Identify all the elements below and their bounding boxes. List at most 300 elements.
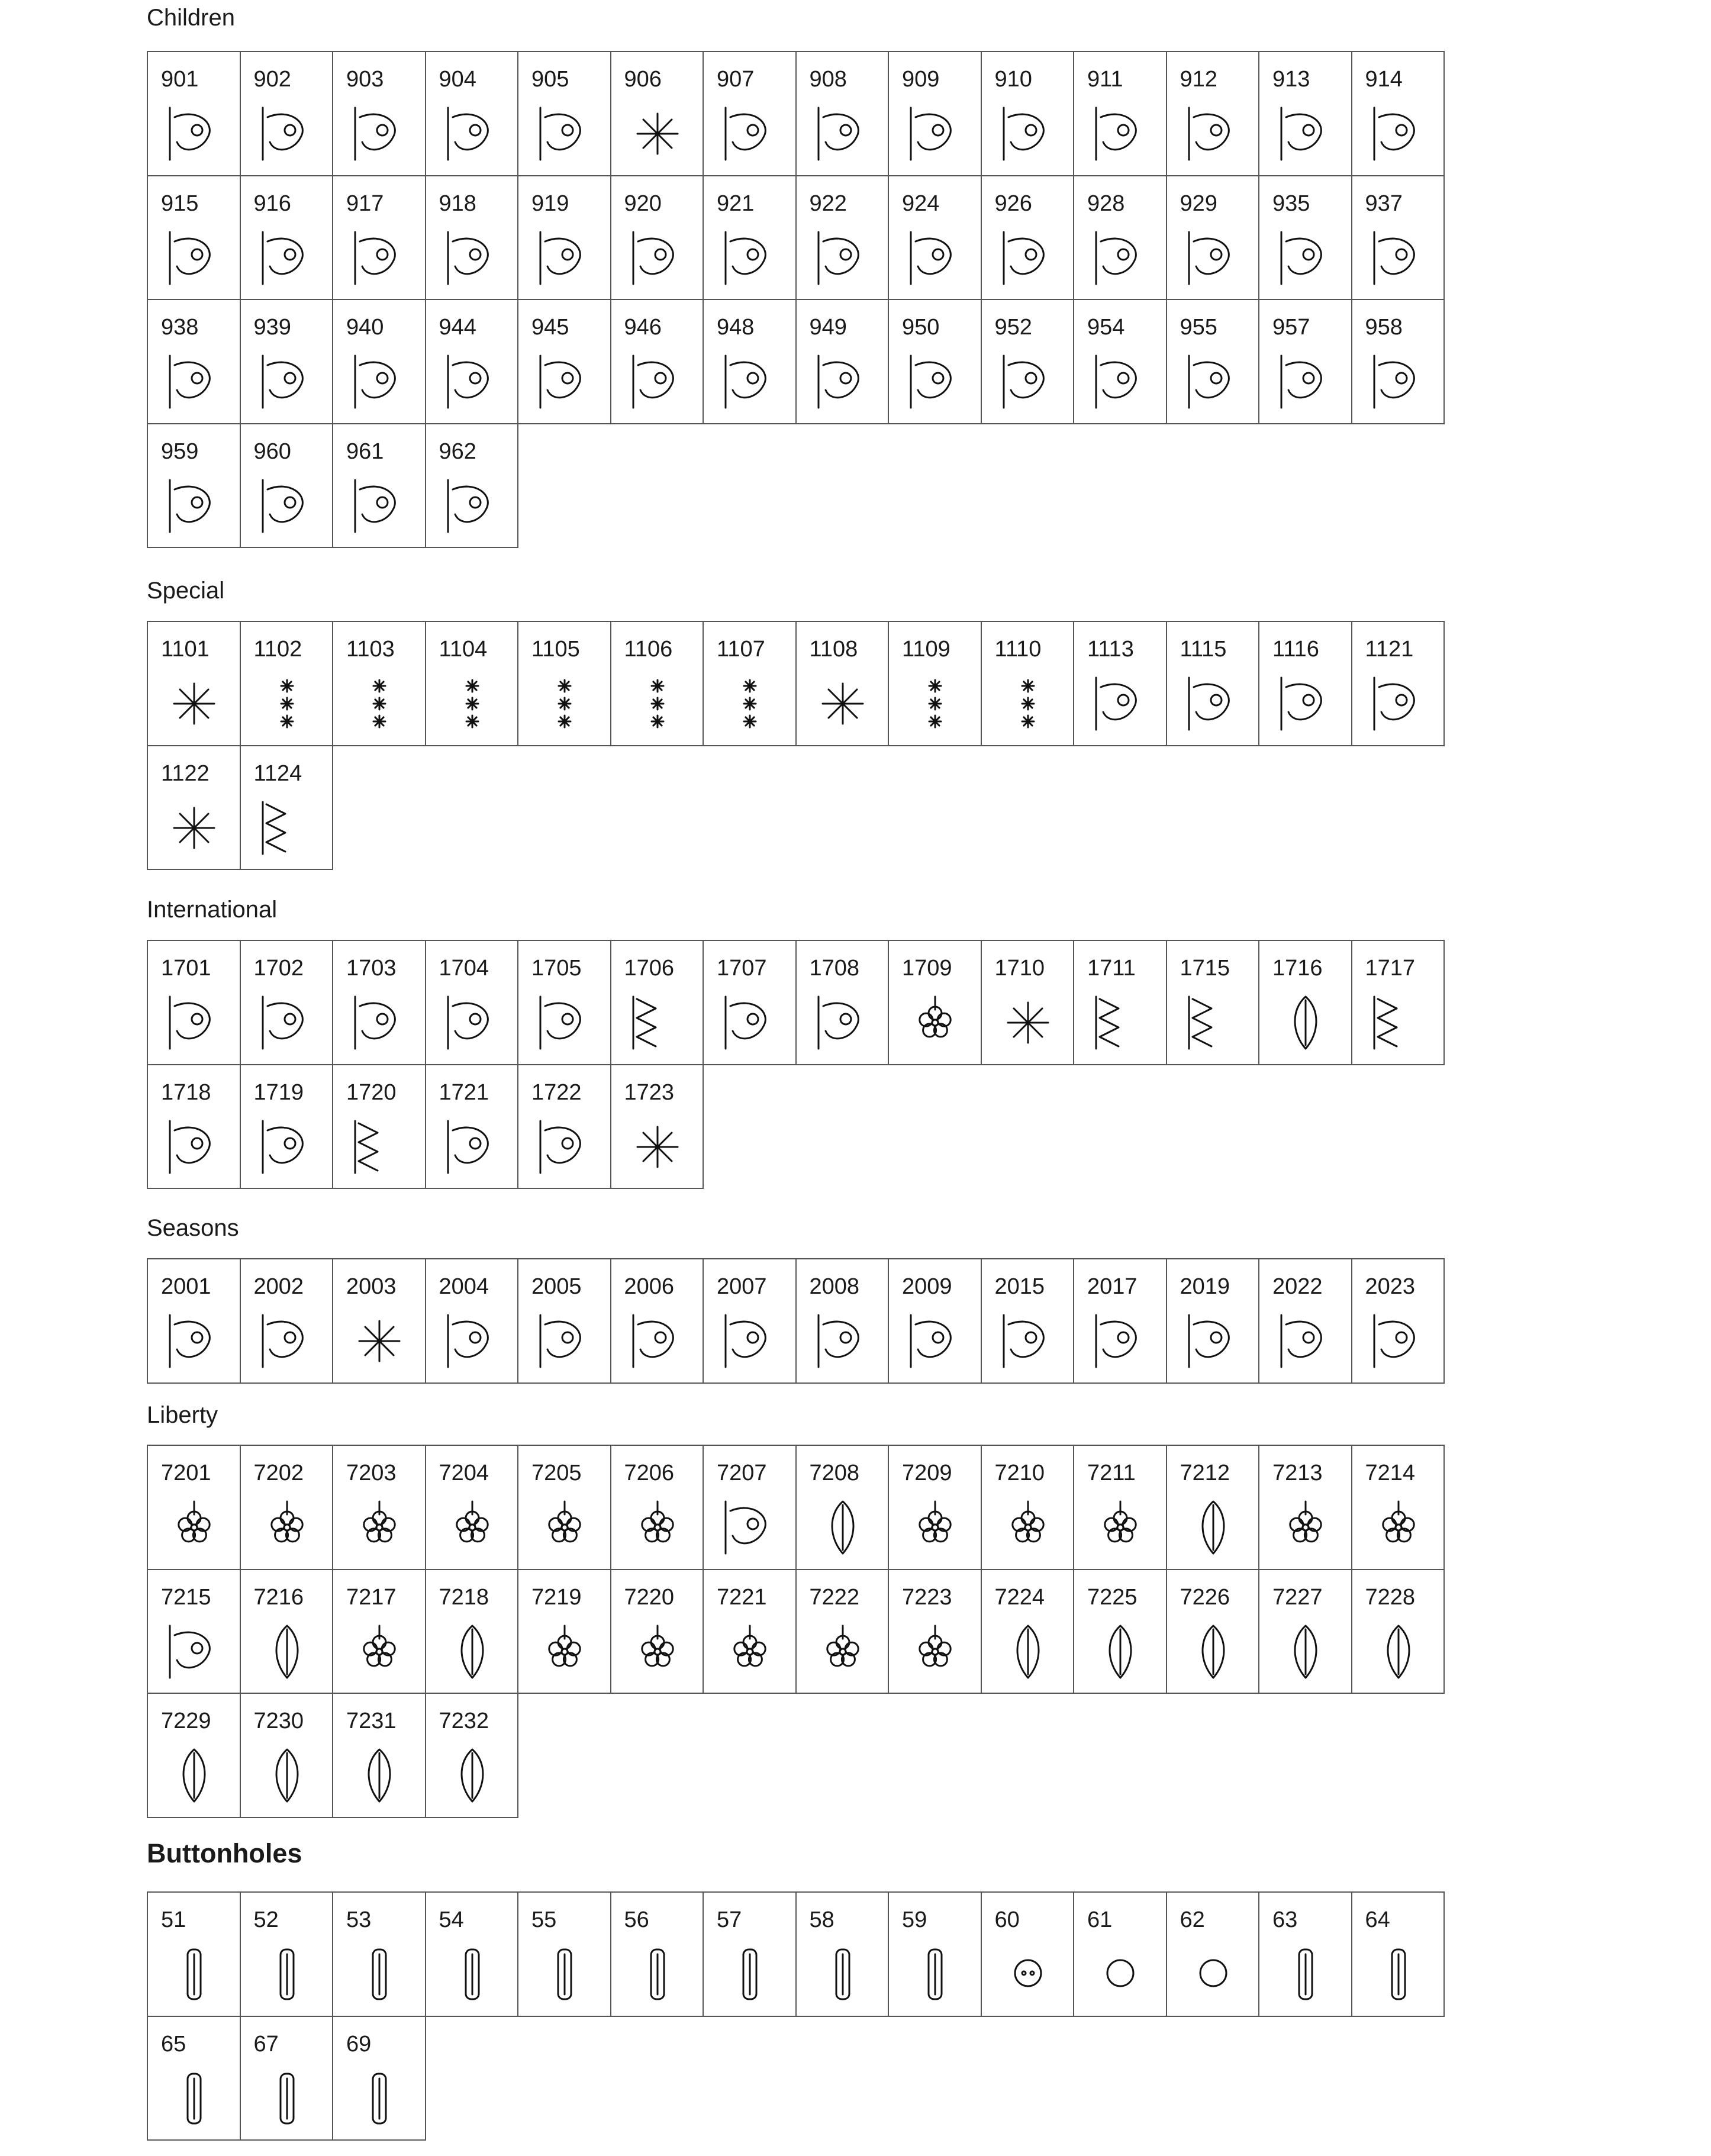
- stitch-cell-7212: [1166, 1445, 1260, 1570]
- eyelet-straight-icon: [1178, 1942, 1249, 2006]
- stitch-number: 916: [253, 191, 291, 216]
- keyhole-vertical-buttonhole-icon: [807, 1942, 878, 2006]
- stitch-cell-1710: [981, 940, 1075, 1065]
- stitch-number: 909: [902, 67, 940, 92]
- section-title-special: Special: [147, 578, 225, 604]
- stitch-number: 914: [1365, 67, 1403, 92]
- stitch-cell-1715: [1166, 940, 1260, 1065]
- snowflake-icon: [344, 1309, 415, 1373]
- stitch-number: 7227: [1272, 1584, 1323, 1610]
- arrow-star-icon: [622, 1115, 693, 1179]
- stitch-cell-912: [1166, 51, 1260, 176]
- stitch-number: 1719: [253, 1079, 304, 1105]
- stitch-number: 7201: [161, 1461, 211, 1485]
- stitch-cell-54: [425, 1891, 519, 2017]
- stitch-cell-908: [795, 51, 890, 176]
- stitch-cell-7227: [1258, 1569, 1352, 1694]
- stitch-cell-948: [703, 299, 797, 424]
- zigzag-icon: [1363, 991, 1434, 1055]
- flower-pair-icon: [622, 1620, 693, 1684]
- stitch-number: 1723: [624, 1079, 675, 1105]
- stitch-number: 7231: [346, 1709, 397, 1733]
- stitch-number: 917: [346, 191, 384, 216]
- cherry-blossom-icon: [900, 991, 971, 1055]
- stitch-cell-920: [610, 175, 704, 301]
- truck-icon: [1363, 226, 1434, 290]
- stitch-number: 2023: [1365, 1274, 1416, 1299]
- stitch-cell-63: [1258, 1891, 1352, 2017]
- arrow-buttonhole-icon: [344, 2067, 415, 2131]
- stitch-number: 1716: [1272, 956, 1323, 981]
- whale-icon: [252, 474, 323, 538]
- maple-leaf-icon: [1178, 1496, 1249, 1559]
- zigzag-band-icon: [252, 796, 323, 860]
- stitch-cell-1702: [240, 940, 334, 1065]
- stitch-number: 1108: [809, 637, 858, 662]
- stitch-cell-2015: [981, 1258, 1075, 1384]
- stitch-cell-910: [981, 51, 1075, 176]
- stitch-number: 2015: [994, 1274, 1045, 1299]
- baby-bottle-icon: [159, 102, 230, 166]
- stitch-cell-907: [703, 51, 797, 176]
- round-bartack-buttonhole-icon: [437, 1942, 508, 2006]
- stitch-grid-international: [147, 940, 1443, 1188]
- stitch-cell-1706: [610, 940, 704, 1065]
- stitch-number: 1113: [1087, 637, 1134, 662]
- fan-icon: [437, 991, 508, 1055]
- stitch-number: 1711: [1087, 956, 1136, 981]
- stitch-cell-7208: [795, 1445, 890, 1570]
- stitch-cell-905: [517, 51, 611, 176]
- stitch-cell-952: [981, 299, 1075, 424]
- stitch-number: 7232: [439, 1709, 489, 1733]
- five-petal-flower-icon: [159, 1496, 230, 1559]
- star-stagger-icon: [900, 672, 971, 736]
- stitch-number: 929: [1180, 191, 1217, 216]
- wave-fan-icon: [622, 991, 693, 1055]
- stitch-number: 7203: [346, 1461, 397, 1485]
- stitch-number: 63: [1272, 1907, 1298, 1932]
- stitch-cell-2017: [1073, 1258, 1167, 1384]
- braid-icon: [344, 1115, 415, 1179]
- house-icon: [344, 226, 415, 290]
- curled-leaf-icon: [437, 1744, 508, 1807]
- hot-air-balloon-icon: [900, 102, 971, 166]
- stitch-number: 910: [994, 67, 1032, 92]
- stitch-number: 903: [346, 67, 384, 92]
- stitch-cell-954: [1073, 299, 1167, 424]
- stitch-number: 56: [624, 1907, 649, 1932]
- stitch-cell-7224: [981, 1569, 1075, 1694]
- pointed-buttonhole-icon: [252, 2067, 323, 2131]
- stitch-cell-1717: [1351, 940, 1445, 1065]
- butterfly-icon: [714, 226, 785, 290]
- stitch-cell-7219: [517, 1569, 611, 1694]
- chevron-icon: [1178, 991, 1249, 1055]
- stitch-cell-903: [332, 51, 426, 176]
- bone-icon: [437, 474, 508, 538]
- stitch-cell-904: [425, 51, 519, 176]
- giraffe-icon: [993, 102, 1064, 166]
- stitch-number: 7218: [439, 1584, 489, 1610]
- satin-block-icon: [1085, 672, 1156, 736]
- stitch-cell-960: [240, 423, 334, 549]
- hedgehog-small-icon: [529, 226, 600, 290]
- stitch-cell-1103: [332, 621, 426, 746]
- stitch-cell-7217: [332, 1569, 426, 1694]
- stitch-number: 62: [1180, 1907, 1205, 1932]
- button-sewing-icon: [993, 1942, 1064, 2006]
- tiny-flower-stem-icon: [529, 1620, 600, 1684]
- turtle-icon: [714, 102, 785, 166]
- stitch-cell-958: [1351, 299, 1445, 424]
- vine-curl-icon: [1085, 1620, 1156, 1684]
- stitch-cell-57: [703, 1891, 797, 2017]
- stitch-number: 1110: [994, 637, 1042, 662]
- stitch-cell-7218: [425, 1569, 519, 1694]
- stitch-cell-2007: [703, 1258, 797, 1384]
- star-zigzag-icon: [437, 672, 508, 736]
- cat-sitting-icon: [1270, 226, 1341, 290]
- stitch-number: 940: [346, 315, 384, 340]
- stitch-grid-children: [147, 51, 1443, 547]
- stitch-cell-1701: [147, 940, 241, 1065]
- stitch-cell-60: [981, 1891, 1075, 2017]
- stitch-cell-7210: [981, 1445, 1075, 1570]
- stitch-cell-7201: [147, 1445, 241, 1570]
- stitch-cell-913: [1258, 51, 1352, 176]
- stitch-cell-7222: [795, 1569, 890, 1694]
- stitch-cell-51: [147, 1891, 241, 2017]
- stitch-cell-2002: [240, 1258, 334, 1384]
- stitch-cell-1721: [425, 1064, 519, 1190]
- stitch-cell-1102: [240, 621, 334, 746]
- kite-icon: [1085, 226, 1156, 290]
- stitch-number: 52: [253, 1907, 279, 1932]
- anchor-icon: [1178, 1309, 1249, 1373]
- child-figure-icon: [252, 102, 323, 166]
- large-star-icon: [807, 672, 878, 736]
- paisley-icon: [437, 1115, 508, 1179]
- stitch-number: 1109: [902, 637, 950, 662]
- witch-icon: [1085, 1309, 1156, 1373]
- stitch-cell-918: [425, 175, 519, 301]
- stitch-cell-917: [332, 175, 426, 301]
- stitch-number: 69: [346, 2031, 372, 2057]
- stitch-number: 2022: [1272, 1274, 1323, 1299]
- berry-leaf-icon: [252, 1744, 323, 1807]
- stitch-number: 1703: [346, 956, 397, 981]
- stitch-number: 948: [717, 315, 755, 340]
- fringe-icon: [1178, 672, 1249, 736]
- house-arrow-icon: [1178, 350, 1249, 414]
- stitch-cell-7213: [1258, 1445, 1352, 1570]
- stitch-number: 54: [439, 1907, 464, 1932]
- bellflower-icon: [252, 1496, 323, 1559]
- double-star-icon: [993, 991, 1064, 1055]
- arrow-leaf-icon: [1270, 991, 1341, 1055]
- stitch-number: 949: [809, 315, 847, 340]
- stitch-cell-69: [332, 2016, 426, 2141]
- heart-leaf-icon: [159, 1744, 230, 1807]
- stitch-cell-2023: [1351, 1258, 1445, 1384]
- stitch-cell-902: [240, 51, 334, 176]
- stitch-cell-940: [332, 299, 426, 424]
- cat-icon: [807, 102, 878, 166]
- stitch-cell-7225: [1073, 1569, 1167, 1694]
- stitch-number: 7205: [531, 1461, 582, 1485]
- mushroom-icon: [1363, 1309, 1434, 1373]
- stitch-cell-1115: [1166, 621, 1260, 746]
- stitch-cell-58: [795, 1891, 890, 2017]
- stitch-number: 926: [994, 191, 1032, 216]
- stitch-number: 937: [1365, 191, 1403, 216]
- section-title-seasons: Seasons: [147, 1215, 239, 1241]
- car-icon: [1270, 102, 1341, 166]
- stitch-number: 1105: [531, 637, 580, 662]
- stitch-cell-955: [1166, 299, 1260, 424]
- stitch-number: 61: [1087, 1907, 1113, 1932]
- sprout-icon: [1270, 1620, 1341, 1684]
- stitch-cell-1711: [1073, 940, 1167, 1065]
- stitch-number: 921: [717, 191, 755, 216]
- blossom-icon: [344, 1496, 415, 1559]
- flower-cluster-icon: [344, 1620, 415, 1684]
- stitch-number: 7211: [1087, 1461, 1136, 1485]
- stitch-cell-901: [147, 51, 241, 176]
- stitch-number: 58: [809, 1907, 834, 1932]
- stitch-cell-914: [1351, 51, 1445, 176]
- aztec-icon: [252, 1115, 323, 1179]
- leaf-pair-icon: [993, 1620, 1064, 1684]
- stitch-number: 7225: [1087, 1584, 1138, 1610]
- cat-face-icon: [807, 226, 878, 290]
- stitch-number: 954: [1087, 315, 1125, 340]
- stitch-cell-1104: [425, 621, 519, 746]
- flower-stack-icon: [900, 1620, 971, 1684]
- stitch-number: 1708: [809, 956, 860, 981]
- stitch-number: 2002: [253, 1274, 304, 1299]
- stitch-number: 7214: [1365, 1461, 1416, 1485]
- stitch-number: 946: [624, 315, 662, 340]
- stitch-number: 7229: [161, 1709, 211, 1733]
- stitch-number: 7204: [439, 1461, 489, 1485]
- stitch-cell-7203: [332, 1445, 426, 1570]
- stitch-number: 1104: [439, 637, 488, 662]
- stitch-number: 919: [531, 191, 569, 216]
- stitch-cell-1718: [147, 1064, 241, 1190]
- bird-icon: [1178, 226, 1249, 290]
- stitch-number: 7206: [624, 1461, 675, 1485]
- stitch-number: 2005: [531, 1274, 582, 1299]
- standard-buttonhole-icon: [159, 1942, 230, 2006]
- stitch-cell-2019: [1166, 1258, 1260, 1384]
- stitch-number: 7215: [161, 1584, 211, 1610]
- stitch-number: 7217: [346, 1584, 397, 1610]
- stitch-cell-2006: [610, 1258, 704, 1384]
- leaf-icon: [807, 1496, 878, 1559]
- peacock-icon: [344, 991, 415, 1055]
- stitch-cell-7228: [1351, 1569, 1445, 1694]
- stitch-number: 1705: [531, 956, 582, 981]
- flower-burst-icon: [159, 796, 230, 860]
- stitch-number: 7219: [531, 1584, 582, 1610]
- stitch-number: 918: [439, 191, 476, 216]
- stitch-cell-1722: [517, 1064, 611, 1190]
- hearts-icon: [900, 1309, 971, 1373]
- stitch-number: 7220: [624, 1584, 675, 1610]
- stitch-number: 7222: [809, 1584, 860, 1610]
- bamboo-icon: [529, 991, 600, 1055]
- rosette-icon: [900, 1496, 971, 1559]
- stitch-cell-950: [888, 299, 982, 424]
- keyhole-pointed-buttonhole-icon: [714, 1942, 785, 2006]
- stitch-cell-67: [240, 2016, 334, 2141]
- stitch-cell-919: [517, 175, 611, 301]
- stitch-number: 950: [902, 315, 940, 340]
- diamond-lattice-icon: [159, 991, 230, 1055]
- stitch-number: 59: [902, 1907, 927, 1932]
- stitch-cell-7205: [517, 1445, 611, 1570]
- robot-icon: [714, 350, 785, 414]
- stitch-cell-1122: [147, 745, 241, 871]
- stitch-number: 944: [439, 315, 476, 340]
- stitch-cell-911: [1073, 51, 1167, 176]
- stitch-number: 7223: [902, 1584, 952, 1610]
- ginkgo-icon: [807, 991, 878, 1055]
- stitch-number: 1701: [161, 956, 211, 981]
- candy-cane-icon: [437, 1309, 508, 1373]
- stitch-cell-957: [1258, 299, 1352, 424]
- stitch-number: 2003: [346, 1274, 397, 1299]
- stitch-number: 1722: [531, 1079, 582, 1105]
- gift-bow-icon: [252, 1309, 323, 1373]
- fishbone-icon: [344, 474, 415, 538]
- star-trio-icon: [252, 672, 323, 736]
- stitch-cell-1716: [1258, 940, 1352, 1065]
- stitch-number: 53: [346, 1907, 372, 1932]
- stitch-grid-seasons: [147, 1258, 1443, 1382]
- stitch-cell-921: [703, 175, 797, 301]
- stitch-number: 905: [531, 67, 569, 92]
- stitch-number: 7228: [1365, 1584, 1416, 1610]
- stitch-number: 7221: [717, 1584, 767, 1610]
- stitch-cell-2009: [888, 1258, 982, 1384]
- keyhole-buttonhole-icon: [622, 1942, 693, 2006]
- stitch-cell-1108: [795, 621, 890, 746]
- stitch-number: 1702: [253, 956, 304, 981]
- stitch-cell-916: [240, 175, 334, 301]
- stitch-cell-7220: [610, 1569, 704, 1694]
- stitch-cell-7209: [888, 1445, 982, 1570]
- stitch-grid-liberty: [147, 1445, 1443, 1817]
- stitch-number: 7202: [253, 1461, 304, 1485]
- stitch-cell-7232: [425, 1693, 519, 1818]
- stitch-number: 1715: [1180, 956, 1230, 981]
- stitch-number: 928: [1087, 191, 1125, 216]
- hedgehog-icon: [344, 102, 415, 166]
- stitch-cell-1110: [981, 621, 1075, 746]
- stitch-number: 1122: [161, 760, 210, 786]
- stitch-cell-7223: [888, 1569, 982, 1694]
- stitch-cell-7204: [425, 1445, 519, 1570]
- stitch-number: 959: [161, 439, 199, 464]
- stitch-cell-1113: [1073, 621, 1167, 746]
- stitch-number: 1709: [902, 956, 952, 981]
- stitch-cell-2022: [1258, 1258, 1352, 1384]
- stitch-cell-56: [610, 1891, 704, 2017]
- stitch-cell-7211: [1073, 1445, 1167, 1570]
- stitch-number: 960: [253, 439, 291, 464]
- stitch-cell-928: [1073, 175, 1167, 301]
- rose-icon: [1363, 672, 1434, 736]
- flower-vine-icon: [714, 1620, 785, 1684]
- flower-bud-icon: [1363, 1496, 1434, 1559]
- stitch-cell-61: [1073, 1891, 1167, 2017]
- train-icon: [1085, 102, 1156, 166]
- stitch-cell-64: [1351, 1891, 1445, 2017]
- stitch-number: 1720: [346, 1079, 397, 1105]
- stitch-number: 922: [809, 191, 847, 216]
- flower-branch-icon: [1085, 1496, 1156, 1559]
- stitch-cell-7215: [147, 1569, 241, 1694]
- stitch-grid-buttonholes: [147, 1891, 1443, 2139]
- stitch-cell-945: [517, 299, 611, 424]
- stitch-number: 912: [1180, 67, 1217, 92]
- stitch-cell-1707: [703, 940, 797, 1065]
- decorative-buttonhole-icon: [159, 2067, 230, 2131]
- stitch-number: 1717: [1365, 956, 1416, 981]
- oak-leaf-icon: [252, 1620, 323, 1684]
- stitch-number: 1103: [346, 637, 395, 662]
- umbrella-icon: [622, 226, 693, 290]
- stitch-number: 7208: [809, 1461, 860, 1485]
- stitch-cell-53: [332, 1891, 426, 2017]
- snail-icon: [993, 226, 1064, 290]
- stitch-cell-938: [147, 299, 241, 424]
- ethnic-diamond-icon: [159, 1115, 230, 1179]
- stitch-cell-944: [425, 299, 519, 424]
- stitch-number: 1115: [1180, 637, 1227, 662]
- bunny-icon: [993, 1309, 1064, 1373]
- monkey-icon: [622, 350, 693, 414]
- stitch-number: 2008: [809, 1274, 860, 1299]
- section-title-international: International: [147, 897, 278, 923]
- stitch-number: 939: [253, 315, 291, 340]
- large-leaf-icon: [344, 1744, 415, 1807]
- stitch-number: 7210: [994, 1461, 1045, 1485]
- stitch-number: 1102: [253, 637, 302, 662]
- teddy-bear-icon: [344, 350, 415, 414]
- stitch-cell-1116: [1258, 621, 1352, 746]
- stitch-cell-2001: [147, 1258, 241, 1384]
- stitch-number: 1707: [717, 956, 767, 981]
- chameleon-icon: [1270, 350, 1341, 414]
- stitch-number: 2006: [624, 1274, 675, 1299]
- stitch-number: 1121: [1365, 637, 1414, 662]
- stretch-buttonhole-icon: [344, 1942, 415, 2006]
- stitch-number: 1101: [161, 637, 210, 662]
- pumpkin-icon: [1270, 1309, 1341, 1373]
- stitch-cell-1101: [147, 621, 241, 746]
- tractor-icon: [1178, 102, 1249, 166]
- stitch-cell-7206: [610, 1445, 704, 1570]
- candy-icon: [437, 226, 508, 290]
- steam-engine-icon: [529, 350, 600, 414]
- four-petal-flower-icon: [437, 1496, 508, 1559]
- stitch-number: 7212: [1180, 1461, 1230, 1485]
- stitch-number: 902: [253, 67, 291, 92]
